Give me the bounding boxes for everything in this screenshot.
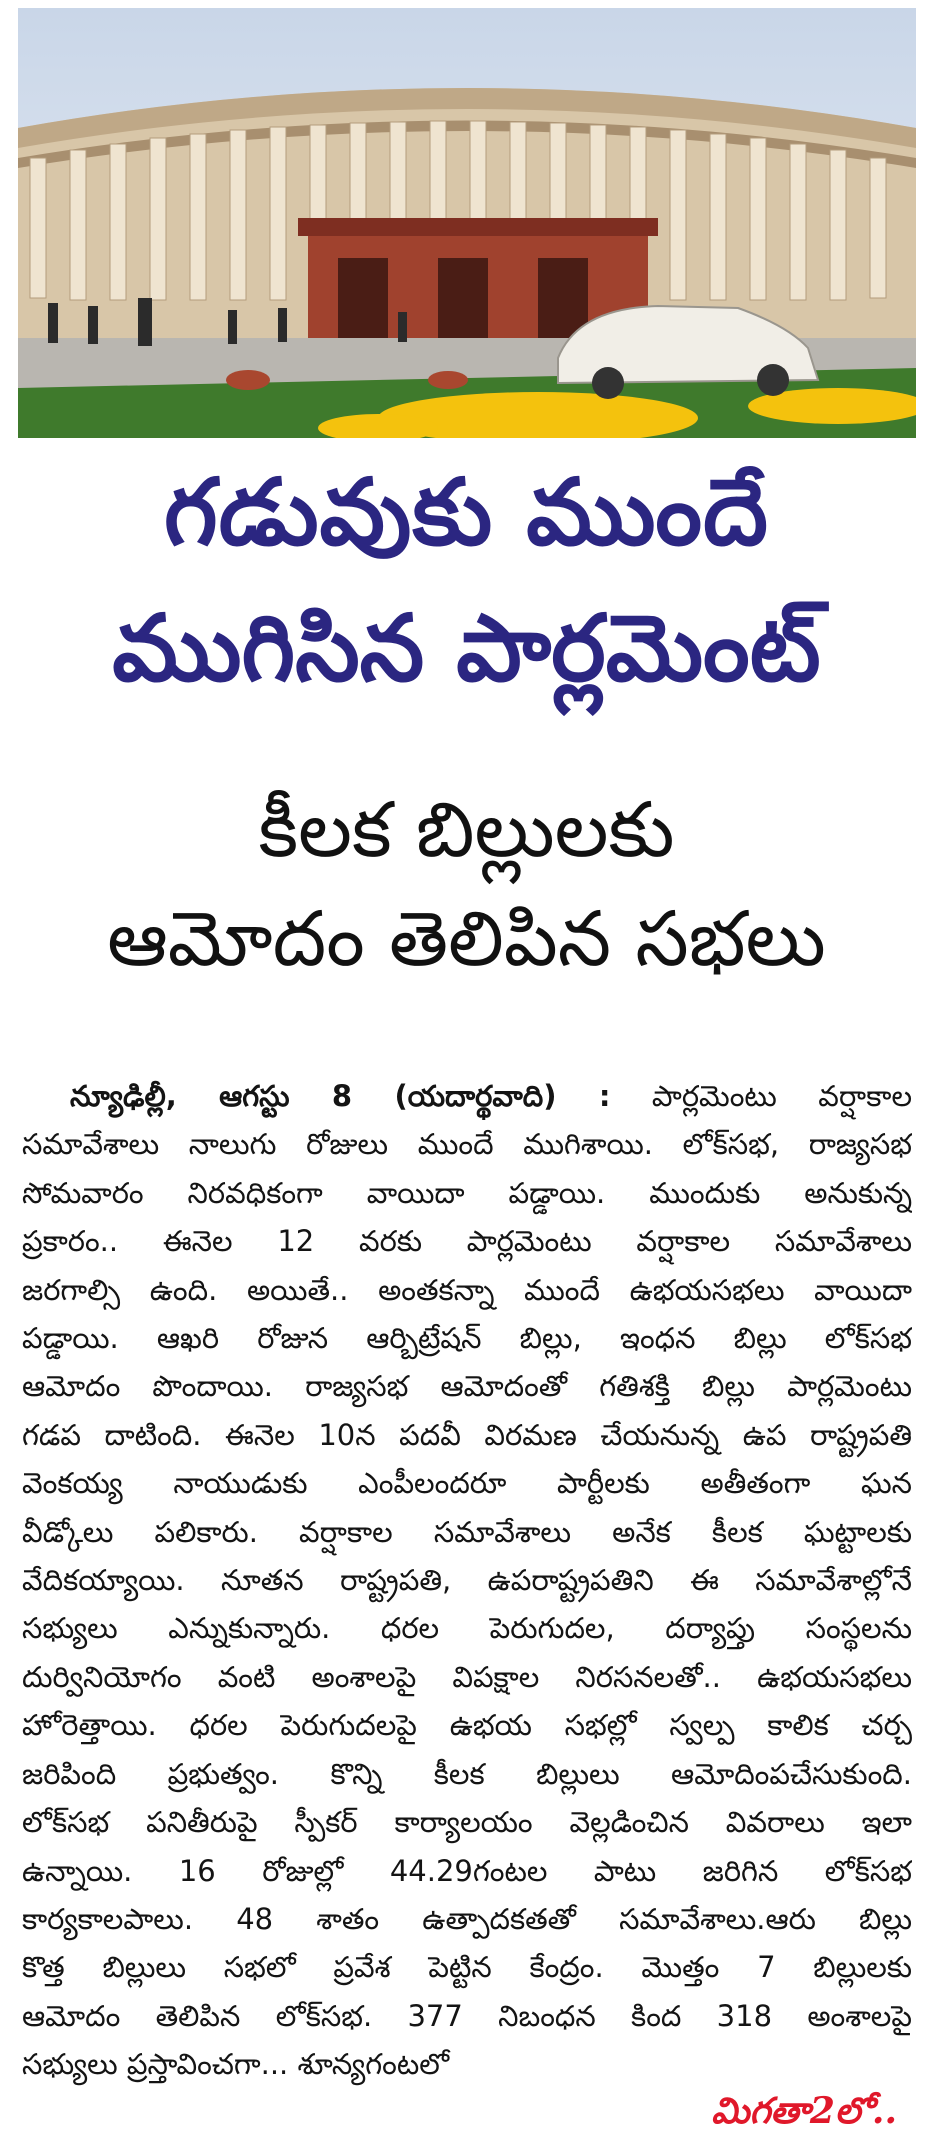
article-line: జరగాల్సి ఉంది. అయితే.. అంతకన్నా ముందే ఉభయసభలు వాయిదా — [22, 1272, 912, 1307]
article-line: గడప దాటింది. ఈనెల 10న పదవీ విరమణ చేయనున్న ఉప రాష్ట్రపతి — [22, 1417, 912, 1452]
article-line: ప్రకారం.. ఈనెల 12 వరకు పార్లమెంటు వర్షాకాల సమావేశాలు — [22, 1224, 912, 1259]
article-line: లోక్‌సభ పనితీరుపై స్పీకర్ కార్యాలయం వెల్లడించిన వివరాలు ఇలా — [22, 1805, 912, 1840]
subheadline-line-1: కీలక బిల్లులకు — [258, 785, 675, 874]
article-line: హోరెత్తాయి. ధరల పెరుగుదలపై ఉభయ సభల్లో స్వల్ప కాలిక చర్చ — [22, 1708, 912, 1743]
article-line: న్యూఢిల్లీ, ఆగస్టు 8 (యదార్థవాది) : పార్లమెంటు వర్షాకాల — [70, 1079, 912, 1113]
article-line: సభ్యులు ప్రస్తావించగా... శూన్యగంటలో — [22, 2047, 450, 2082]
article-line: ఉన్నాయి. 16 రోజుల్లో 44.29గంటల పాటు జరిగిన లోక్‌సభ — [22, 1853, 912, 1888]
headline-line-1: గడువుకు ముందే — [163, 459, 769, 566]
subheadline-line-2: ఆమోదం తెలిపిన సభలు — [107, 894, 826, 983]
article-line: సభ్యులు ఎన్నుకున్నారు. ధరల పెరుగుదల, దర్యాప్తు సంస్థలను — [22, 1611, 912, 1646]
article-line: సోమవారం నిరవధికంగా వాయిదా పడ్డాయి. ముందుకు అనుకున్న — [22, 1175, 912, 1210]
article-line: సమావేశాలు నాలుగు రోజులు ముందే ముగిశాయి. లోక్‌సభ, రాజ్యసభ — [22, 1127, 912, 1162]
article-line: పడ్డాయి. ఆఖరి రోజున ఆర్బిట్రేషన్ బిల్లు, ఇంధన బిల్లు లోక్‌సభ — [22, 1321, 912, 1356]
continued-on-page-2: మిగతా2లో.. — [711, 2090, 897, 2132]
article-line: వీడ్కోలు పలికారు. వర్షాకాల సమావేశాలు అనేక కీలక ఘట్టాలకు — [22, 1514, 912, 1549]
article-line: వేదికయ్యాయి. నూతన రాష్ట్రపతి, ఉపరాష్ట్రపతిని ఈ సమావేశాల్లోనే — [22, 1563, 912, 1598]
article-line: కొత్త బిల్లులు సభలో ప్రవేశ పెట్టిన కేంద్రం. మొత్తం 7 బిల్లులకు — [22, 1950, 912, 1985]
article-line: దుర్వినియోగం వంటి అంశాలపై విపక్షాల నిరసనలతో.. ఉభయసభలు — [22, 1659, 912, 1694]
article-line: ఆమోదం పొందాయి. రాజ్యసభ ఆమోదంతో గతిశక్తి బిల్లు పార్లమెంటు — [22, 1369, 912, 1404]
article-body — [22, 1072, 912, 2089]
headline-line-2: ముగిసిన పార్లమెంట్ — [112, 595, 821, 702]
article-line: జరిపింది ప్రభుత్వం. కొన్ని కీలక బిల్లులు ఆమోదింపచేసుకుంది. — [22, 1756, 912, 1791]
dateline: న్యూఢిల్లీ, ఆగస్టు 8 (యదార్థవాది) : — [70, 1079, 611, 1113]
article-line: ఆమోదం తెలిపిన లోక్‌సభ. 377 నిబంధన కింద 318 అంశాలపై — [22, 1998, 912, 2033]
article-line: కార్యకాలపాలు. 48 శాతం ఉత్పాదకతతో సమావేశాలు.ఆరు బిల్లు — [22, 1901, 912, 1936]
article-line: వెంకయ్య నాయుడుకు ఎంపీలందరూ పార్టీలకు అతీతంగా ఘన — [22, 1466, 912, 1501]
parliament-photo — [18, 8, 916, 438]
